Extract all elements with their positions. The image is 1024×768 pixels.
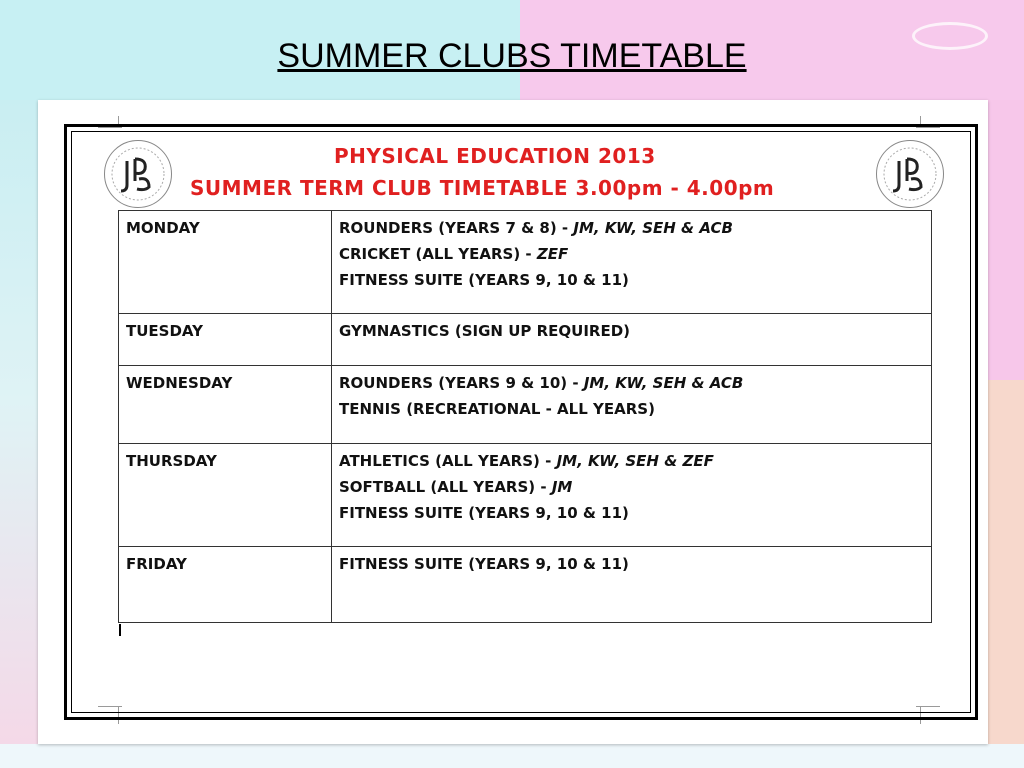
- activities-cell: [332, 547, 932, 623]
- activity-text: FITNESS SUITE (YEARS 9, 10 & 11): [339, 504, 629, 522]
- table-row-monday: [119, 211, 932, 314]
- staff-initials: JM, KW, SEH & ZEF: [556, 452, 714, 470]
- activity-text: FITNESS SUITE (YEARS 9, 10 & 11): [339, 555, 629, 573]
- day-cell: WEDNESDAY: [119, 366, 332, 444]
- activity-line: [339, 500, 924, 526]
- activity-line: [339, 241, 924, 267]
- table-row-friday: [119, 547, 932, 623]
- activities-cell: [332, 444, 932, 547]
- staff-initials: JM, KW, SEH & ACB: [583, 374, 744, 392]
- document-heading-line2: SUMMER TERM CLUB TIMETABLE 3.00pm - 4.00pm: [190, 176, 775, 200]
- background-panel-bottom: [0, 744, 1024, 768]
- activity-text: ROUNDERS (YEARS 9 & 10) -: [339, 374, 584, 392]
- timetable-document: [38, 100, 988, 744]
- staff-initials: JM, KW, SEH & ACB: [573, 219, 733, 237]
- activity-line: [339, 396, 924, 422]
- day-cell: TUESDAY: [119, 314, 332, 366]
- activity-line: [339, 318, 924, 344]
- activity-line: [339, 370, 924, 396]
- day-cell: MONDAY: [119, 211, 332, 314]
- background-panel-right-bottom: [988, 380, 1024, 768]
- activity-line: [339, 215, 924, 241]
- activity-text: ATHLETICS (ALL YEARS) -: [339, 452, 557, 470]
- table-row-tuesday: [119, 314, 932, 366]
- table-row-wednesday: [119, 366, 932, 444]
- activity-text: FITNESS SUITE (YEARS 9, 10 & 11): [339, 271, 629, 289]
- activity-text: GYMNASTICS (SIGN UP REQUIRED): [339, 322, 630, 340]
- activity-text: ROUNDERS (YEARS 7 & 8) -: [339, 219, 574, 237]
- day-cell: FRIDAY: [119, 547, 332, 623]
- background-panel-left: [0, 100, 40, 768]
- activities-cell: [332, 314, 932, 366]
- text-cursor: [119, 624, 121, 636]
- slide-title: SUMMER CLUBS TIMETABLE: [277, 37, 747, 75]
- activity-text: CRICKET (ALL YEARS) -: [339, 245, 537, 263]
- activity-line: [339, 551, 924, 577]
- background-panel-right-top: [988, 100, 1024, 380]
- timetable-table: [118, 210, 932, 623]
- activity-text: TENNIS (RECREATIONAL - ALL YEARS): [339, 400, 655, 418]
- activity-line: [339, 448, 924, 474]
- document-heading-line1: PHYSICAL EDUCATION 2013: [334, 144, 656, 168]
- activity-line: [339, 474, 924, 500]
- day-cell: THURSDAY: [119, 444, 332, 547]
- school-crest-icon: [876, 140, 944, 208]
- table-row-thursday: [119, 444, 932, 547]
- staff-initials: ZEF: [536, 245, 569, 263]
- school-crest-icon: [104, 140, 172, 208]
- activities-cell: [332, 366, 932, 444]
- staff-initials: JM: [551, 478, 573, 496]
- activity-text: SOFTBALL (ALL YEARS) -: [339, 478, 552, 496]
- activity-line: [339, 267, 924, 293]
- activities-cell: [332, 211, 932, 314]
